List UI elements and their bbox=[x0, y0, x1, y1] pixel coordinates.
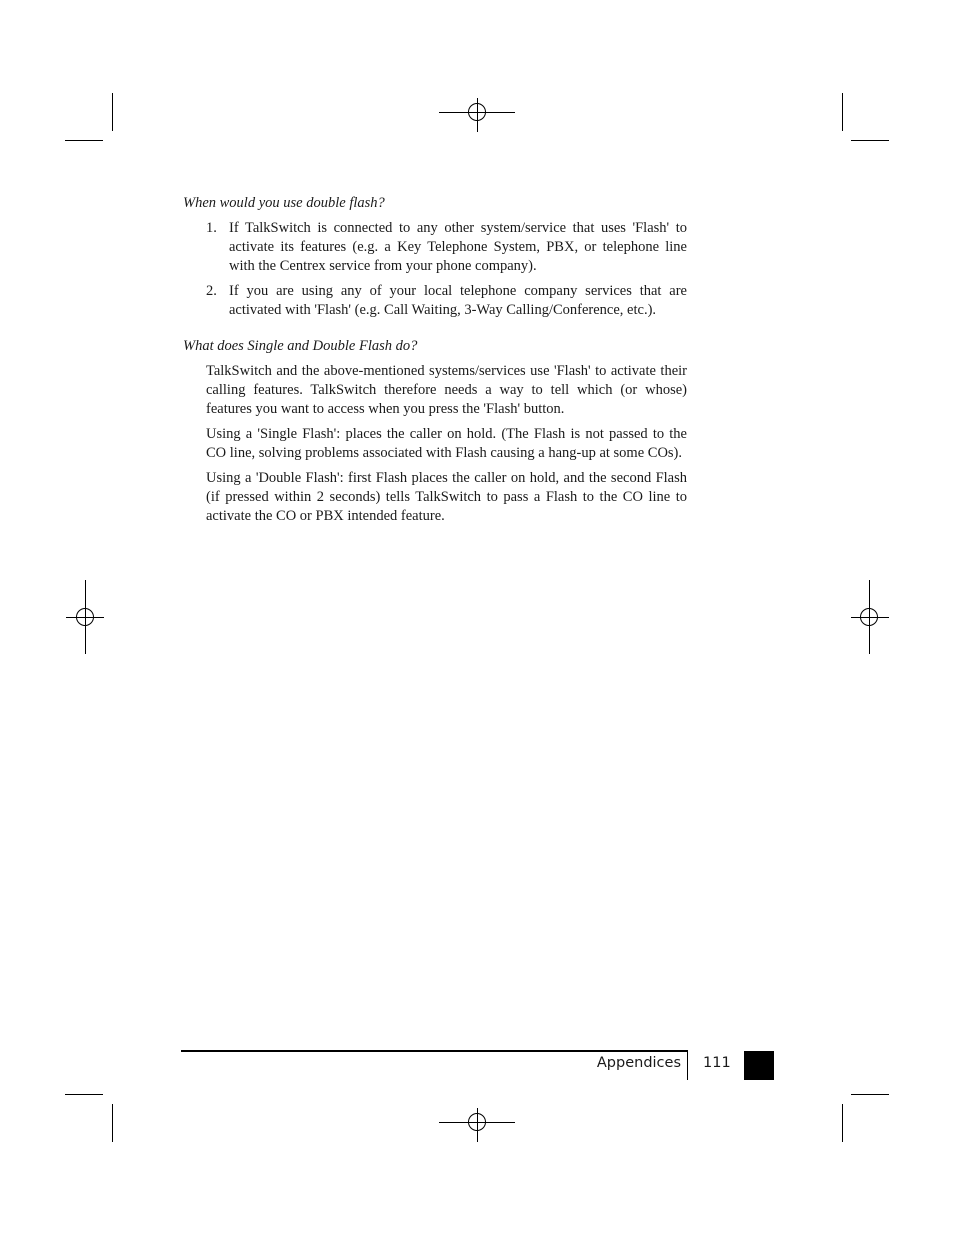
numbered-list bbox=[183, 219, 687, 320]
registration-circle bbox=[76, 608, 94, 626]
page-number: 111 bbox=[703, 1055, 731, 1071]
footer-section-title: Appendices bbox=[596, 1055, 681, 1071]
registration-circle bbox=[860, 608, 878, 626]
crop-mark bbox=[842, 93, 843, 131]
section-heading: What does Single and Double Flash do? bbox=[183, 338, 418, 354]
footer-separator bbox=[687, 1050, 688, 1080]
body-paragraph: Using a 'Single Flash': places the caller on hold. (The Flash is not passed to the CO line, solving problems associated with Flash causing a hang-up at some COs). bbox=[206, 426, 687, 461]
section-heading: When would you use double flash? bbox=[183, 195, 385, 211]
crop-mark bbox=[112, 93, 113, 131]
crop-mark bbox=[112, 1104, 113, 1142]
thumb-tab bbox=[744, 1051, 774, 1080]
list-item bbox=[183, 282, 687, 320]
page-content bbox=[183, 194, 687, 532]
crop-mark bbox=[65, 140, 103, 141]
list-number: 1. bbox=[206, 220, 217, 236]
body-paragraph: Using a 'Double Flash': first Flash places the caller on hold, and the second Flash (if pressed within 2 seconds) tells TalkSwitch to pass a Flash to the CO line to activate the CO or PBX intended feature. bbox=[206, 470, 687, 524]
crop-mark bbox=[842, 1104, 843, 1142]
list-item-text: If you are using any of your local telephone company services that are activated with 'Flash' (e.g. Call Waiting, 3-Way Calling/Conference, etc.). bbox=[229, 283, 687, 318]
list-item bbox=[183, 219, 687, 276]
crop-mark bbox=[851, 1094, 889, 1095]
registration-circle bbox=[468, 1113, 486, 1131]
list-number: 2. bbox=[206, 283, 217, 299]
crop-mark bbox=[851, 140, 889, 141]
registration-circle bbox=[468, 103, 486, 121]
body-paragraph: TalkSwitch and the above-mentioned systems/services use 'Flash' to activate their calling features. TalkSwitch therefore needs a way to tell which (or whose) features you want to access when you press the 'Flash' button. bbox=[206, 363, 687, 417]
list-item-text: If TalkSwitch is connected to any other system/service that uses 'Flash' to activate its features (e.g. a Key Telephone System, PBX, or telephone line with the Centrex service from your phone company). bbox=[229, 220, 687, 274]
footer-rule bbox=[181, 1050, 688, 1052]
crop-mark bbox=[65, 1094, 103, 1095]
